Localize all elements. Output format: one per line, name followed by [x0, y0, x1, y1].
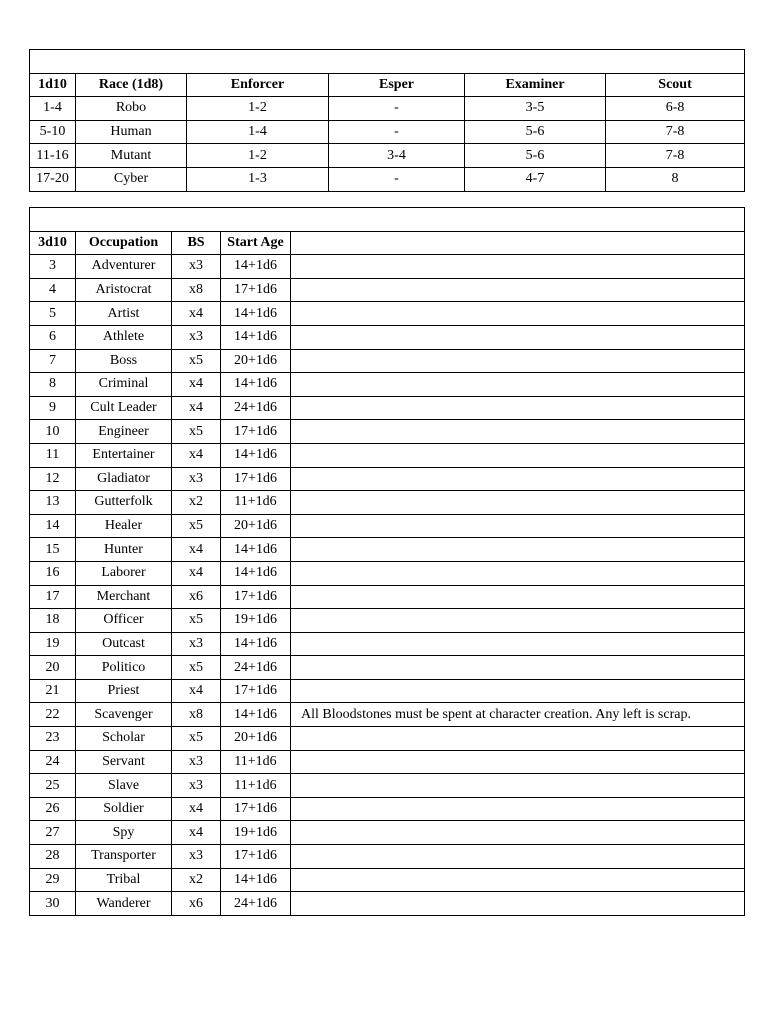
table-cell: Spy	[76, 821, 172, 845]
header-cell: Examiner	[465, 73, 606, 97]
table-row	[30, 656, 745, 680]
table-cell: 24+1d6	[221, 656, 291, 680]
table-cell: 20	[30, 656, 76, 680]
table-row	[30, 797, 745, 821]
table-row	[30, 278, 745, 302]
table-cell: Cyber	[76, 167, 187, 191]
table-cell: 1-4	[187, 120, 329, 144]
table-row	[30, 821, 745, 845]
table-cell: 14+1d6	[221, 868, 291, 892]
table-cell: 3-4	[329, 144, 465, 168]
table-cell: Scavenger	[76, 703, 172, 727]
table-cell	[291, 892, 745, 916]
table-cell: 19+1d6	[221, 821, 291, 845]
table-row	[30, 349, 745, 373]
table-cell: x4	[172, 443, 221, 467]
table-cell: x4	[172, 679, 221, 703]
table-cell: x5	[172, 420, 221, 444]
table-cell: -	[329, 167, 465, 191]
table-cell: x5	[172, 609, 221, 633]
table-cell	[291, 561, 745, 585]
table-cell: Cult Leader	[76, 396, 172, 420]
table-cell	[291, 585, 745, 609]
table-cell: 18	[30, 609, 76, 633]
table-cell: x4	[172, 821, 221, 845]
table-cell: 14+1d6	[221, 302, 291, 326]
table-row	[30, 632, 745, 656]
table-cell: Laborer	[76, 561, 172, 585]
table-cell: Merchant	[76, 585, 172, 609]
table-cell: 24+1d6	[221, 396, 291, 420]
table-cell: x8	[172, 703, 221, 727]
table-row	[30, 514, 745, 538]
table-cell: 3-5	[465, 97, 606, 121]
table-cell: 19+1d6	[221, 609, 291, 633]
table-cell	[291, 491, 745, 515]
table-row	[30, 750, 745, 774]
table-cell: Priest	[76, 679, 172, 703]
table-cell: 14	[30, 514, 76, 538]
table-row	[30, 703, 745, 727]
table-cell	[291, 349, 745, 373]
header-cell: Start Age	[221, 231, 291, 255]
table-cell: 17+1d6	[221, 278, 291, 302]
table-cell	[291, 255, 745, 279]
table-row	[30, 420, 745, 444]
table-row	[30, 845, 745, 869]
table-cell	[291, 420, 745, 444]
occupation-table-caption-row	[30, 208, 745, 232]
table-cell: 8	[606, 167, 745, 191]
table-cell: Soldier	[76, 797, 172, 821]
table-cell: x4	[172, 561, 221, 585]
table-row	[30, 396, 745, 420]
occupation-table-body	[30, 255, 745, 916]
table-row	[30, 868, 745, 892]
table-row	[30, 585, 745, 609]
table-cell: 14+1d6	[221, 632, 291, 656]
table-cell: 11	[30, 443, 76, 467]
table-cell: 22	[30, 703, 76, 727]
header-cell: Esper	[329, 73, 465, 97]
table-cell: x3	[172, 325, 221, 349]
table-cell: x6	[172, 585, 221, 609]
table-cell: 14+1d6	[221, 443, 291, 467]
table-cell: x4	[172, 302, 221, 326]
table-cell: Officer	[76, 609, 172, 633]
table-cell: 4-7	[465, 167, 606, 191]
table-cell: -	[329, 97, 465, 121]
table-cell: 14+1d6	[221, 325, 291, 349]
table-cell: 7-8	[606, 120, 745, 144]
table-row	[30, 144, 745, 168]
table-cell: -	[329, 120, 465, 144]
table-cell: Criminal	[76, 373, 172, 397]
table-cell: 11+1d6	[221, 774, 291, 798]
table-cell: 7	[30, 349, 76, 373]
race-table-caption	[30, 50, 745, 74]
race-table-caption-row	[30, 50, 745, 74]
header-cell: Occupation	[76, 231, 172, 255]
table-cell: 21	[30, 679, 76, 703]
table-cell: 17+1d6	[221, 585, 291, 609]
table-row	[30, 892, 745, 916]
table-cell: 5-10	[30, 120, 76, 144]
table-row	[30, 538, 745, 562]
table-cell: 1-3	[187, 167, 329, 191]
table-row	[30, 167, 745, 191]
table-cell: Slave	[76, 774, 172, 798]
table-cell	[291, 467, 745, 491]
table-cell: 5	[30, 302, 76, 326]
header-cell: Scout	[606, 73, 745, 97]
table-cell: 1-4	[30, 97, 76, 121]
table-cell: x4	[172, 373, 221, 397]
table-row	[30, 774, 745, 798]
table-cell: 24	[30, 750, 76, 774]
table-cell: x8	[172, 278, 221, 302]
occupation-table-header-row	[30, 231, 745, 255]
table-cell	[291, 868, 745, 892]
table-cell: x5	[172, 514, 221, 538]
table-cell: x6	[172, 892, 221, 916]
table-cell: x4	[172, 797, 221, 821]
table-cell: All Bloodstones must be spent at character creation. Any left is scrap.	[291, 703, 745, 727]
table-row	[30, 727, 745, 751]
table-cell: 11-16	[30, 144, 76, 168]
table-row	[30, 491, 745, 515]
table-cell: x5	[172, 349, 221, 373]
table-cell: 11+1d6	[221, 750, 291, 774]
table-cell: 30	[30, 892, 76, 916]
table-cell: 10	[30, 420, 76, 444]
table-cell: 8	[30, 373, 76, 397]
table-cell: 25	[30, 774, 76, 798]
table-cell: Gladiator	[76, 467, 172, 491]
table-cell: Outcast	[76, 632, 172, 656]
table-cell: 14+1d6	[221, 255, 291, 279]
table-cell: Adventurer	[76, 255, 172, 279]
table-cell: 11+1d6	[221, 491, 291, 515]
table-row	[30, 561, 745, 585]
table-cell: x3	[172, 845, 221, 869]
table-cell: Gutterfolk	[76, 491, 172, 515]
table-row	[30, 97, 745, 121]
table-cell: 12	[30, 467, 76, 491]
table-cell	[291, 632, 745, 656]
table-cell: Politico	[76, 656, 172, 680]
table-cell: 14+1d6	[221, 561, 291, 585]
race-table-header-row	[30, 73, 745, 97]
table-cell: Mutant	[76, 144, 187, 168]
header-cell: 1d10	[30, 73, 76, 97]
table-cell: x4	[172, 396, 221, 420]
header-cell	[291, 231, 745, 255]
table-cell: 17+1d6	[221, 420, 291, 444]
table-row	[30, 443, 745, 467]
table-cell: 14+1d6	[221, 373, 291, 397]
table-cell: 27	[30, 821, 76, 845]
table-cell	[291, 797, 745, 821]
table-cell: 28	[30, 845, 76, 869]
table-cell: 3	[30, 255, 76, 279]
table-cell: 20+1d6	[221, 349, 291, 373]
table-cell: 6	[30, 325, 76, 349]
table-cell: 6-8	[606, 97, 745, 121]
table-cell	[291, 774, 745, 798]
table-cell: Scholar	[76, 727, 172, 751]
header-cell: BS	[172, 231, 221, 255]
table-cell: 17-20	[30, 167, 76, 191]
table-cell	[291, 278, 745, 302]
table-cell: 5-6	[465, 120, 606, 144]
table-cell	[291, 538, 745, 562]
table-row	[30, 120, 745, 144]
table-cell: Artist	[76, 302, 172, 326]
table-cell: 17+1d6	[221, 467, 291, 491]
table-cell: x3	[172, 255, 221, 279]
table-cell	[291, 609, 745, 633]
table-cell: 20+1d6	[221, 727, 291, 751]
header-cell: Race (1d8)	[76, 73, 187, 97]
table-cell: 14+1d6	[221, 703, 291, 727]
table-row	[30, 609, 745, 633]
table-cell	[291, 656, 745, 680]
table-row	[30, 373, 745, 397]
table-cell: Tribal	[76, 868, 172, 892]
header-cell: 3d10	[30, 231, 76, 255]
table-cell	[291, 325, 745, 349]
occupation-table-caption	[30, 208, 745, 232]
table-cell: Healer	[76, 514, 172, 538]
table-cell: x5	[172, 727, 221, 751]
table-cell: Engineer	[76, 420, 172, 444]
table-cell: 15	[30, 538, 76, 562]
table-cell: x4	[172, 538, 221, 562]
table-cell: Boss	[76, 349, 172, 373]
table-cell: 7-8	[606, 144, 745, 168]
table-row	[30, 467, 745, 491]
table-cell: 19	[30, 632, 76, 656]
table-cell: 24+1d6	[221, 892, 291, 916]
table-cell: x3	[172, 632, 221, 656]
table-cell: 17+1d6	[221, 679, 291, 703]
table-cell: Wanderer	[76, 892, 172, 916]
occupation-table	[29, 207, 745, 916]
table-cell: Servant	[76, 750, 172, 774]
table-row	[30, 325, 745, 349]
table-cell: x3	[172, 774, 221, 798]
race-table	[29, 49, 745, 192]
table-cell: 23	[30, 727, 76, 751]
table-cell: 4	[30, 278, 76, 302]
table-cell	[291, 443, 745, 467]
table-cell: 1-2	[187, 97, 329, 121]
table-cell: 17	[30, 585, 76, 609]
table-cell: Aristocrat	[76, 278, 172, 302]
table-cell: 16	[30, 561, 76, 585]
table-cell	[291, 679, 745, 703]
table-cell: x2	[172, 868, 221, 892]
table-cell: 13	[30, 491, 76, 515]
table-cell: x3	[172, 750, 221, 774]
table-cell: 29	[30, 868, 76, 892]
table-cell: 5-6	[465, 144, 606, 168]
table-cell: Human	[76, 120, 187, 144]
table-cell: 1-2	[187, 144, 329, 168]
table-row	[30, 302, 745, 326]
table-cell: Hunter	[76, 538, 172, 562]
table-cell: 17+1d6	[221, 797, 291, 821]
table-cell: Robo	[76, 97, 187, 121]
table-cell: x5	[172, 656, 221, 680]
table-cell: x3	[172, 467, 221, 491]
table-cell: Transporter	[76, 845, 172, 869]
table-cell: 9	[30, 396, 76, 420]
table-cell	[291, 750, 745, 774]
table-cell: Entertainer	[76, 443, 172, 467]
table-cell: 17+1d6	[221, 845, 291, 869]
table-cell	[291, 373, 745, 397]
table-cell	[291, 727, 745, 751]
table-cell	[291, 302, 745, 326]
header-cell: Enforcer	[187, 73, 329, 97]
table-cell	[291, 845, 745, 869]
table-cell: 20+1d6	[221, 514, 291, 538]
table-cell: Athlete	[76, 325, 172, 349]
table-cell	[291, 821, 745, 845]
table-cell: 26	[30, 797, 76, 821]
table-row	[30, 255, 745, 279]
race-table-body	[30, 97, 745, 191]
table-cell	[291, 514, 745, 538]
table-row	[30, 679, 745, 703]
table-cell	[291, 396, 745, 420]
table-cell: x2	[172, 491, 221, 515]
table-cell: 14+1d6	[221, 538, 291, 562]
